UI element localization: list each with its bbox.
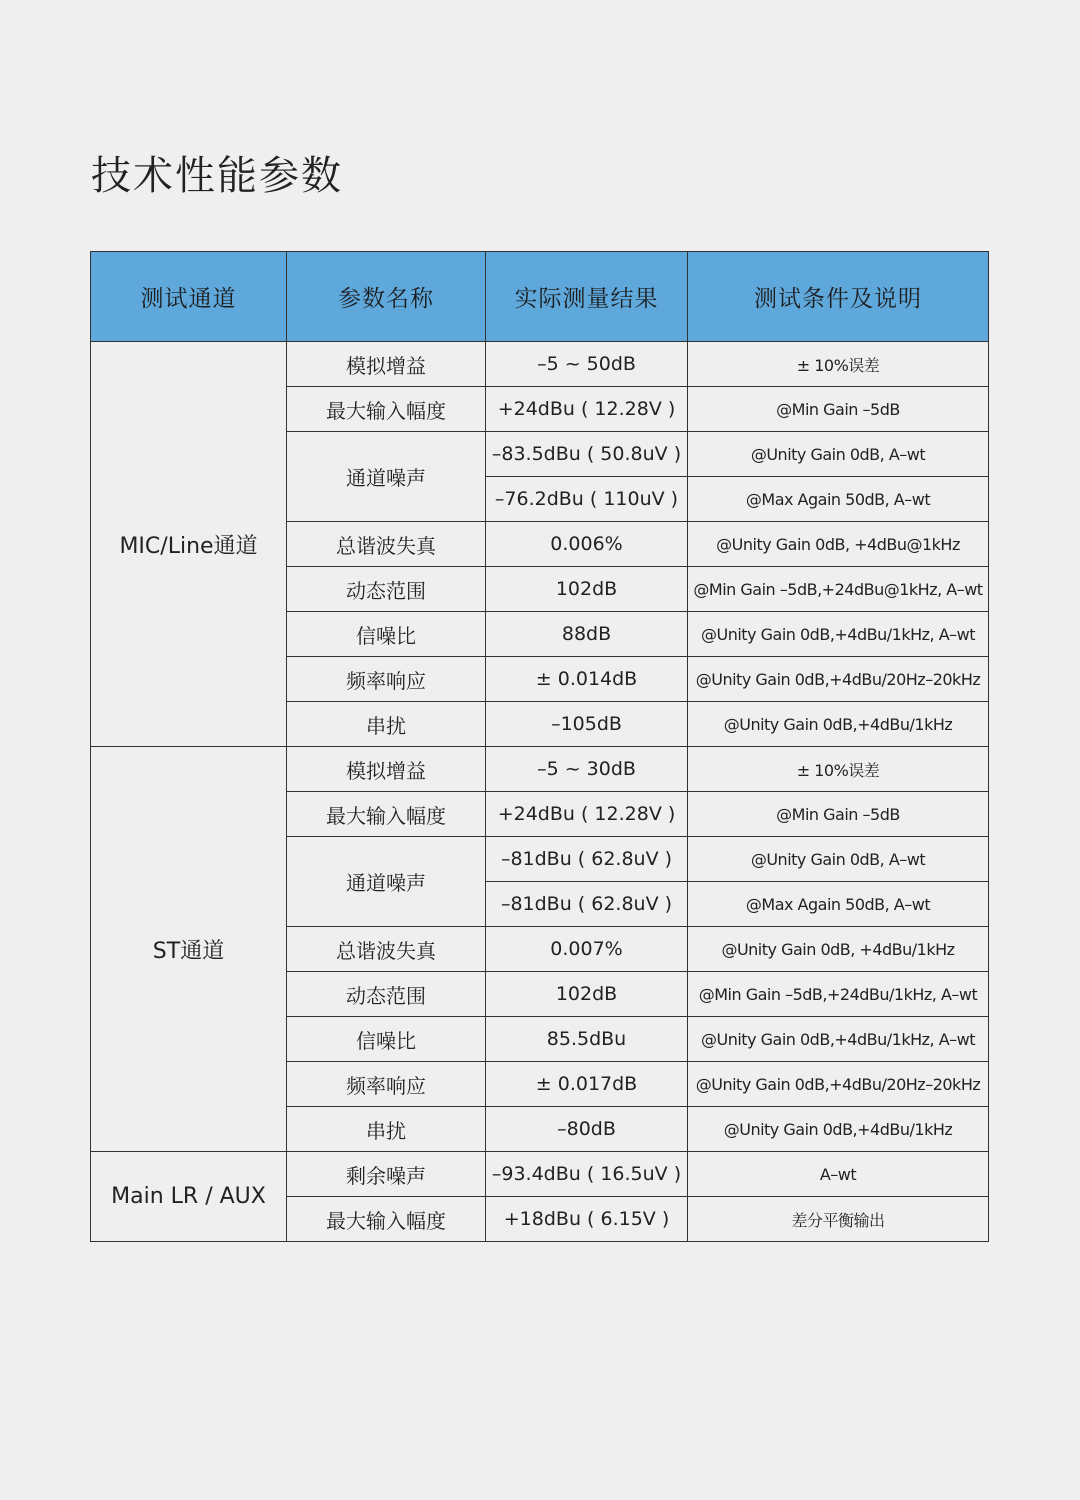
result-cell: ± 0.014dB: [486, 657, 688, 702]
result-cell: 0.006%: [486, 522, 688, 567]
table-row: [91, 1152, 989, 1197]
param-cell: 通道噪声: [287, 432, 486, 522]
param-cell: 信噪比: [287, 1017, 486, 1062]
param-cell: 模拟增益: [287, 342, 486, 387]
spec-table: [90, 251, 989, 1242]
result-cell: 102dB: [486, 972, 688, 1017]
condition-cell: @Min Gain –5dB,+24dBu@1kHz, A–wt: [688, 567, 989, 612]
param-cell: 动态范围: [287, 567, 486, 612]
condition-cell: @Unity Gain 0dB, +4dBu/1kHz: [688, 927, 989, 972]
condition-cell: ± 10%误差: [688, 747, 989, 792]
param-cell: 动态范围: [287, 972, 486, 1017]
result-cell: +18dBu ( 6.15V ): [486, 1197, 688, 1242]
condition-cell: @Max Again 50dB, A–wt: [688, 882, 989, 927]
param-cell: 总谐波失真: [287, 522, 486, 567]
param-cell: 通道噪声: [287, 837, 486, 927]
table-row: [91, 747, 989, 792]
result-cell: 102dB: [486, 567, 688, 612]
header-param-name: 参数名称: [287, 252, 486, 342]
param-cell: 模拟增益: [287, 747, 486, 792]
result-cell: –83.5dBu ( 50.8uV ): [486, 432, 688, 477]
page-title: 技术性能参数: [91, 153, 343, 199]
group-cell-mic-line: MIC/Line通道: [91, 342, 287, 747]
condition-cell: @Unity Gain 0dB, A–wt: [688, 837, 989, 882]
param-cell: 信噪比: [287, 612, 486, 657]
result-cell: ± 0.017dB: [486, 1062, 688, 1107]
result-cell: –80dB: [486, 1107, 688, 1152]
condition-cell: @Min Gain –5dB,+24dBu/1kHz, A–wt: [688, 972, 989, 1017]
condition-cell: @Min Gain –5dB: [688, 792, 989, 837]
result-cell: –93.4dBu ( 16.5uV ): [486, 1152, 688, 1197]
table-header-row: [91, 252, 989, 342]
condition-cell: @Max Again 50dB, A–wt: [688, 477, 989, 522]
result-cell: +24dBu ( 12.28V ): [486, 387, 688, 432]
param-cell: 最大输入幅度: [287, 792, 486, 837]
table-row: [91, 342, 989, 387]
result-cell: –76.2dBu ( 110uV ): [486, 477, 688, 522]
condition-cell: @Unity Gain 0dB,+4dBu/1kHz, A–wt: [688, 612, 989, 657]
param-cell: 最大输入幅度: [287, 387, 486, 432]
param-cell: 频率响应: [287, 1062, 486, 1107]
result-cell: –5 ~ 50dB: [486, 342, 688, 387]
result-cell: 85.5dBu: [486, 1017, 688, 1062]
param-cell: 最大输入幅度: [287, 1197, 486, 1242]
param-cell: 总谐波失真: [287, 927, 486, 972]
result-cell: 88dB: [486, 612, 688, 657]
param-cell: 频率响应: [287, 657, 486, 702]
group-cell-st: ST通道: [91, 747, 287, 1152]
condition-cell: @Unity Gain 0dB,+4dBu/1kHz: [688, 702, 989, 747]
result-cell: –81dBu ( 62.8uV ): [486, 882, 688, 927]
condition-cell: @Unity Gain 0dB,+4dBu/1kHz, A–wt: [688, 1017, 989, 1062]
param-cell: 串扰: [287, 702, 486, 747]
group-cell-main-lr-aux: Main LR / AUX: [91, 1152, 287, 1242]
result-cell: –5 ~ 30dB: [486, 747, 688, 792]
condition-cell: @Unity Gain 0dB,+4dBu/20Hz–20kHz: [688, 657, 989, 702]
param-cell: 串扰: [287, 1107, 486, 1152]
param-cell: 剩余噪声: [287, 1152, 486, 1197]
condition-cell: A–wt: [688, 1152, 989, 1197]
condition-cell: @Min Gain –5dB: [688, 387, 989, 432]
condition-cell: @Unity Gain 0dB, +4dBu@1kHz: [688, 522, 989, 567]
result-cell: –105dB: [486, 702, 688, 747]
condition-cell: @Unity Gain 0dB, A–wt: [688, 432, 989, 477]
condition-cell: ± 10%误差: [688, 342, 989, 387]
result-cell: –81dBu ( 62.8uV ): [486, 837, 688, 882]
condition-cell: 差分平衡输出: [688, 1197, 989, 1242]
header-test-channel: 测试通道: [91, 252, 287, 342]
result-cell: +24dBu ( 12.28V ): [486, 792, 688, 837]
header-measured-result: 实际测量结果: [486, 252, 688, 342]
result-cell: 0.007%: [486, 927, 688, 972]
header-test-conditions: 测试条件及说明: [688, 252, 989, 342]
condition-cell: @Unity Gain 0dB,+4dBu/20Hz–20kHz: [688, 1062, 989, 1107]
condition-cell: @Unity Gain 0dB,+4dBu/1kHz: [688, 1107, 989, 1152]
